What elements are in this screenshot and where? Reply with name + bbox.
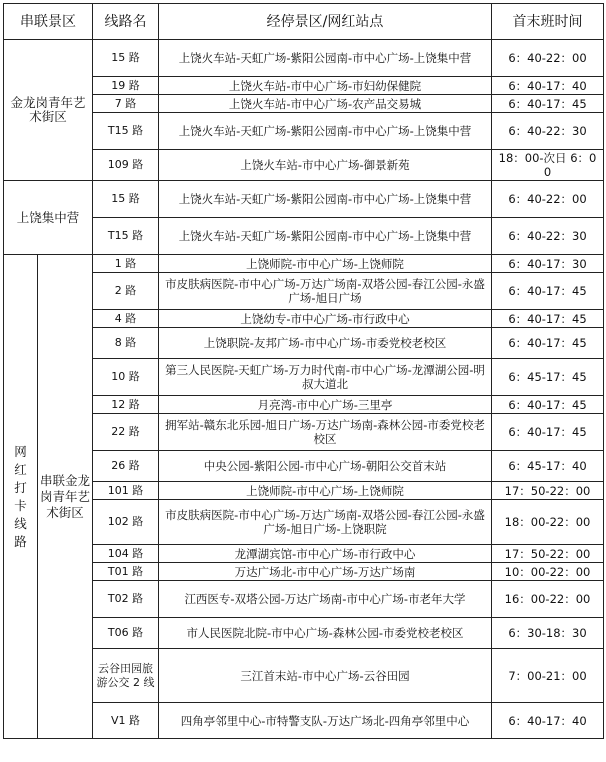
stops-cell: 上饶火车站-天虹广场-紫阳公园南-市中心广场-上饶集中营 [159, 218, 492, 255]
table-row [4, 150, 604, 181]
time-cell: 6：45-17：45 [492, 359, 604, 396]
stops-cell: 上饶火车站-天虹广场-紫阳公园南-市中心广场-上饶集中营 [159, 40, 492, 77]
bus-route-table [3, 3, 604, 739]
route-cell: 7 路 [93, 95, 159, 113]
header-time: 首末班时间 [492, 4, 604, 40]
route-cell: T15 路 [93, 218, 159, 255]
stops-cell: 月亮湾-市中心广场-三里亭 [159, 396, 492, 414]
stops-cell: 中央公园-紫阳公园-市中心广场-朝阳公交首末站 [159, 451, 492, 482]
time-cell: 6：40-22：30 [492, 113, 604, 150]
stops-cell: 江西医专-双塔公园-万达广场南-市中心广场-市老年大学 [159, 581, 492, 618]
table-row [4, 113, 604, 150]
route-cell: 19 路 [93, 77, 159, 95]
route-cell: 15 路 [93, 40, 159, 77]
table-row [4, 77, 604, 95]
stops-cell: 上饶师院-市中心广场-上饶师院 [159, 255, 492, 273]
time-cell: 18：00-22：00 [492, 500, 604, 545]
time-cell: 6：40-17：40 [492, 703, 604, 739]
table-row [4, 95, 604, 113]
route-cell: 10 路 [93, 359, 159, 396]
stops-cell: 三江首末站-市中心广场-云谷田园 [159, 649, 492, 703]
table-row [4, 703, 604, 739]
time-cell: 6：40-22：00 [492, 181, 604, 218]
table-row [4, 618, 604, 649]
time-cell: 7：00-21：00 [492, 649, 604, 703]
stops-cell: 拥军站-赣东北乐园-旭日广场-万达广场南-森林公园-市委党校老校区 [159, 414, 492, 451]
route-cell: V1 路 [93, 703, 159, 739]
route-cell: 104 路 [93, 545, 159, 563]
table-row [4, 396, 604, 414]
route-cell: 云谷田园旅游公交 2 线 [93, 649, 159, 703]
route-cell: 22 路 [93, 414, 159, 451]
route-cell: 26 路 [93, 451, 159, 482]
time-cell: 6：45-17：40 [492, 451, 604, 482]
time-cell: 6：40-17：30 [492, 255, 604, 273]
time-cell: 6：40-17：40 [492, 77, 604, 95]
time-cell: 6：40-17：45 [492, 273, 604, 310]
table-row [4, 181, 604, 218]
stops-cell: 龙潭湖宾馆-市中心广场-市行政中心 [159, 545, 492, 563]
table-row [4, 328, 604, 359]
stops-cell: 市皮肤病医院-市中心广场-万达广场南-双塔公园-春江公园-永盛广场-旭日广场 [159, 273, 492, 310]
stops-cell: 上饶火车站-天虹广场-紫阳公园南-市中心广场-上饶集中营 [159, 113, 492, 150]
time-cell: 6：30-18：30 [492, 618, 604, 649]
stops-cell: 上饶火车站-市中心广场-御景新苑 [159, 150, 492, 181]
time-cell: 6：40-17：45 [492, 310, 604, 328]
time-cell: 6：40-17：45 [492, 328, 604, 359]
table-row [4, 563, 604, 581]
table-row [4, 500, 604, 545]
table-row [4, 451, 604, 482]
time-cell: 6：40-17：45 [492, 95, 604, 113]
time-cell: 6：40-22：30 [492, 218, 604, 255]
stops-cell: 上饶火车站-天虹广场-紫阳公园南-市中心广场-上饶集中营 [159, 181, 492, 218]
time-cell: 6：40-17：45 [492, 396, 604, 414]
stops-cell: 上饶火车站-市中心广场-农产品交易城 [159, 95, 492, 113]
route-cell: T01 路 [93, 563, 159, 581]
table-row [4, 273, 604, 310]
table-row [4, 482, 604, 500]
stops-cell: 上饶幼专-市中心广场-市行政中心 [159, 310, 492, 328]
route-cell: T06 路 [93, 618, 159, 649]
time-cell: 17：50-22：00 [492, 545, 604, 563]
table-row [4, 649, 604, 703]
stops-cell: 上饶师院-市中心广场-上饶师院 [159, 482, 492, 500]
header-route: 线路名 [93, 4, 159, 40]
stops-cell: 四角亭邻里中心-市特警支队-万达广场北-四角亭邻里中心 [159, 703, 492, 739]
group-cell: 金龙岗青年艺术街区 [4, 40, 93, 181]
route-cell: T02 路 [93, 581, 159, 618]
table-row [4, 581, 604, 618]
time-cell: 6：40-22：00 [492, 40, 604, 77]
header-stops: 经停景区/网红站点 [159, 4, 492, 40]
stops-cell: 市皮肤病医院-市中心广场-万达广场南-双塔公园-春江公园-永盛广场-旭日广场-上饶职院 [159, 500, 492, 545]
time-cell: 18：00-次日 6：00 [492, 150, 604, 181]
stops-cell: 市人民医院北院-市中心广场-森林公园-市委党校老校区 [159, 618, 492, 649]
route-cell: 109 路 [93, 150, 159, 181]
route-cell: 4 路 [93, 310, 159, 328]
table-row [4, 40, 604, 77]
table-row [4, 359, 604, 396]
route-cell: 101 路 [93, 482, 159, 500]
route-cell: 1 路 [93, 255, 159, 273]
subgroup-cell: 串联金龙岗青年艺术街区 [38, 255, 93, 739]
group-cell: 上饶集中营 [4, 181, 93, 255]
time-cell: 17：50-22：00 [492, 482, 604, 500]
table-row [4, 310, 604, 328]
route-cell: 8 路 [93, 328, 159, 359]
stops-cell: 第三人民医院-天虹广场-万力时代南-市中心广场-龙潭湖公园-明叔大道北 [159, 359, 492, 396]
route-cell: 102 路 [93, 500, 159, 545]
stops-cell: 上饶火车站-市中心广场-市妇幼保健院 [159, 77, 492, 95]
table-row [4, 255, 604, 273]
route-cell: T15 路 [93, 113, 159, 150]
time-cell: 6：40-17：45 [492, 414, 604, 451]
route-cell: 12 路 [93, 396, 159, 414]
header-group: 串联景区 [4, 4, 93, 40]
time-cell: 10：00-22：00 [492, 563, 604, 581]
table-row [4, 414, 604, 451]
stops-cell: 万达广场北-市中心广场-万达广场南 [159, 563, 492, 581]
time-cell: 16：00-22：00 [492, 581, 604, 618]
table-header-row [4, 4, 604, 40]
group-cell: 网红打卡线路 [4, 255, 38, 739]
route-cell: 2 路 [93, 273, 159, 310]
table-row [4, 545, 604, 563]
stops-cell: 上饶职院-友邦广场-市中心广场-市委党校老校区 [159, 328, 492, 359]
route-cell: 15 路 [93, 181, 159, 218]
table-row [4, 218, 604, 255]
